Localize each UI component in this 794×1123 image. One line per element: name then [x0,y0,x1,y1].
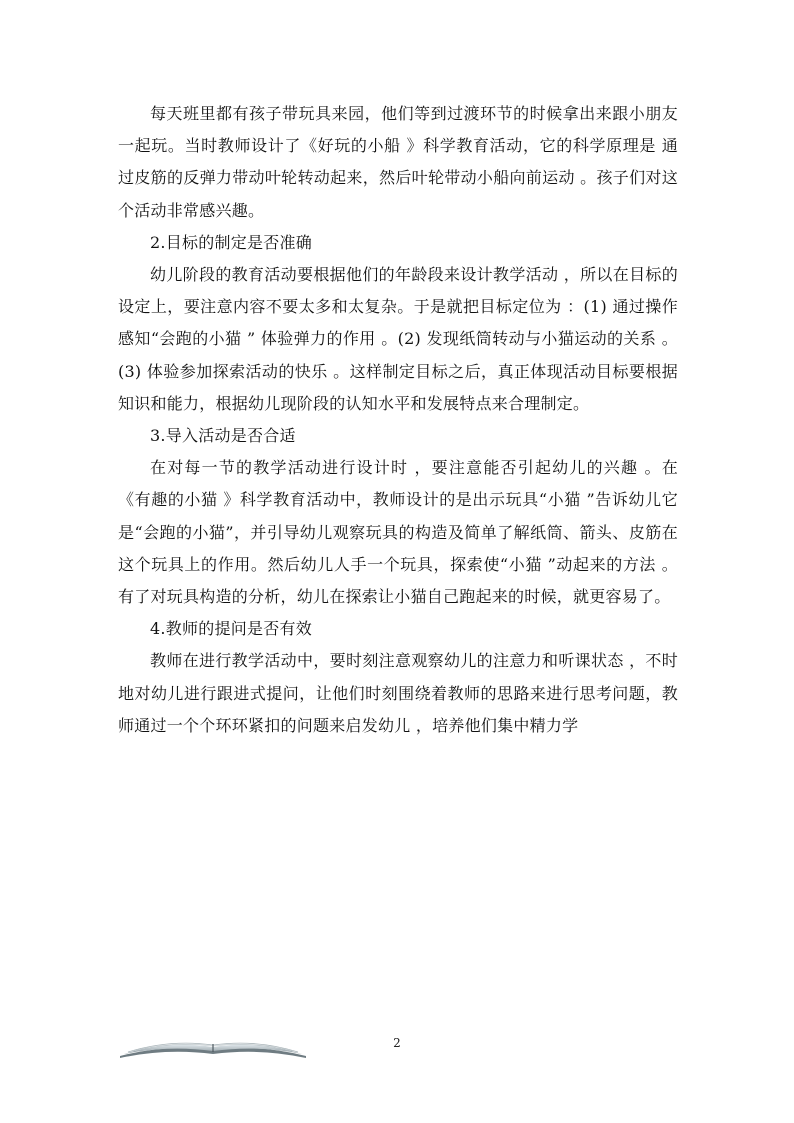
section-heading-goals: 2.目标的制定是否准确 [150,232,313,252]
document-body [118,98,678,742]
paragraph-questioning: 教师在进行教学活动中，要时刻注意观察幼儿的注意力和听课状态 ，不时地对幼儿进行跟进式提问，让他们时刻围绕着教师的思路来进行思考问题，教师通过一个个环环紧扣的问题来启发幼儿 ，培养他们集中精力学 [118,651,678,735]
paragraph-goals: 幼儿阶段的教育活动要根据他们的年龄段来设计教学活动 ，所以在目标的设定上，要注意内容不要太多和太复杂。于是就把目标定位为 ：(1) 通过操作感知“会跑的小猫 ” 体验弹力的作用 。(2) 发现纸筒转动与小猫运动的关系 。(3) 体验参加探索活动的快乐 。这样制定目标之后，真正体现活动目标要根据知识和能力，根据幼儿现阶段的认知水平和发展特点来合理制定。 [118,265,678,413]
section-heading-questioning: 4.教师的提问是否有效 [150,619,313,639]
paragraph-intro-activity: 在对每一节的教学活动进行设计时 ，要注意能否引起幼儿的兴趣 。在《有趣的小猫 》科学教育活动中，教师设计的是出示玩具“小猫 ”告诉幼儿它是“会跑的小猫”，并引导幼儿观察玩具的构造及简单了解纸筒、箭头、皮筋在这个玩具上的作用。然后幼儿人手一个玩具，探索使“小猫 ”动起来的方法 。有了对玩具构造的分析，幼儿在探索让小猫自己跑起来的时候，就更容易了。 [118,458,678,607]
page-number: 2 [393,1036,401,1050]
paragraph-toy-boat: 每天班里都有孩子带玩具来园，他们等到过渡环节的时候拿出来跟小朋友一起玩。当时教师设计了《好玩的小船 》科学教育活动，它的科学原理是 通过皮筋的反弹力带动叶轮转动起来，然后叶轮带动小船向前运动 。孩子们对这个活动非常感兴趣。 [118,104,678,220]
open-book-icon [118,1036,308,1060]
section-heading-intro-activity: 3.导入活动是否合适 [150,426,296,446]
